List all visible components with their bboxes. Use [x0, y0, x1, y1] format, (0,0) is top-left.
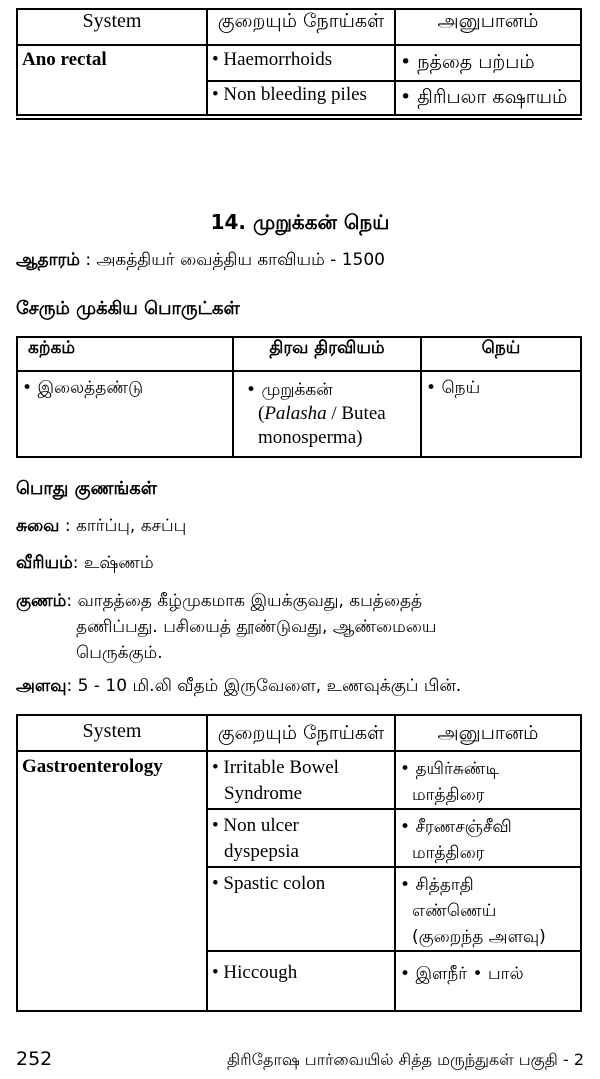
- header-karkam: கற்கம்: [17, 337, 233, 371]
- source-line: [16, 250, 385, 272]
- ghee-cell: • நெய்: [421, 371, 581, 457]
- anupanam-cell: • தயிர்சுண்டி மாத்திரை: [395, 751, 581, 809]
- taste-line: சுவை : கார்ப்பு, கசப்பு: [16, 516, 187, 536]
- book-title: திரிதோஷ பார்வையில் சித்த மருந்துகள் பகுதி - 2: [227, 1050, 584, 1069]
- ingredients-table: [16, 336, 582, 458]
- karkam-cell: • இலைத்தண்டு: [17, 371, 233, 457]
- disease-cell: • Haemorrhoids: [207, 45, 395, 81]
- header-anupanam: அனுபானம்: [395, 9, 581, 45]
- liquid-cell: • முறுக்கன் (Palasha / Butea monosperma): [233, 371, 421, 457]
- anupanam-cell: • திரிபலா கஷாயம்: [395, 81, 581, 115]
- potency-line: வீரியம்: உஷ்ணம்: [16, 553, 154, 573]
- header-anupanam: அனுபானம்: [395, 715, 581, 751]
- disease-cell: • Non bleeding piles: [207, 81, 395, 115]
- disease-cell: • Hiccough: [207, 951, 395, 1011]
- table-ano-rectal: [16, 8, 582, 116]
- anupanam-cell: • சித்தாதி எண்ணெய் (குறைந்த அளவு): [395, 867, 581, 951]
- table-header-row: [17, 9, 581, 45]
- header-diseases: குறையும் நோய்கள்: [207, 715, 395, 751]
- page-title: 14. முறுக்கன் நெய்: [210, 210, 390, 234]
- system-cell: Gastroenterology: [17, 751, 207, 1011]
- quality-block: குணம்: வாதத்தை கீழ்முகமாக இயக்குவது, கபத்தைத் தணிப்பது. பசியைத் தூண்டுவது, ஆண்மையை பெருக்கும்.: [16, 591, 437, 663]
- table-header-row: [17, 715, 581, 751]
- properties-heading: பொது குணங்கள்: [16, 478, 158, 499]
- anupanam-cell: • இளநீர் • பால்: [395, 951, 581, 1011]
- disease-cell: • Non ulcer dyspepsia: [207, 809, 395, 867]
- disease-cell: • Spastic colon: [207, 867, 395, 951]
- table-header-row: [17, 337, 581, 371]
- table-row: [17, 371, 581, 457]
- ingredients-heading: சேரும் முக்கிய பொருட்கள்: [16, 298, 240, 319]
- table-gastro: [16, 714, 582, 1012]
- page-number: 252: [16, 1048, 53, 1070]
- table-row: [17, 45, 581, 81]
- header-ghee: நெய்: [421, 337, 581, 371]
- header-system: System: [17, 9, 207, 45]
- header-diseases: குறையும் நோய்கள்: [207, 9, 395, 45]
- source-label: ஆதாரம்: [16, 250, 80, 270]
- anupanam-cell: • நத்தை பற்பம்: [395, 45, 581, 81]
- source-value: : அகத்தியர் வைத்திய காவியம் - 1500: [85, 250, 385, 270]
- disease-cell: • Irritable Bowel Syndrome: [207, 751, 395, 809]
- botanical-name: (Palasha / Butea: [258, 403, 386, 424]
- table-row: [17, 751, 581, 809]
- header-liquid: திரவ திரவியம்: [233, 337, 421, 371]
- dose-line: அளவு: 5 - 10 மி.லி வீதம் இருவேளை, உணவுக்குப் பின்.: [16, 676, 462, 696]
- anupanam-cell: • சீரணசஞ்சீவி மாத்திரை: [395, 809, 581, 867]
- table1-bottom-rule: [16, 118, 582, 120]
- system-cell: Ano rectal: [17, 45, 207, 115]
- header-system: System: [17, 715, 207, 751]
